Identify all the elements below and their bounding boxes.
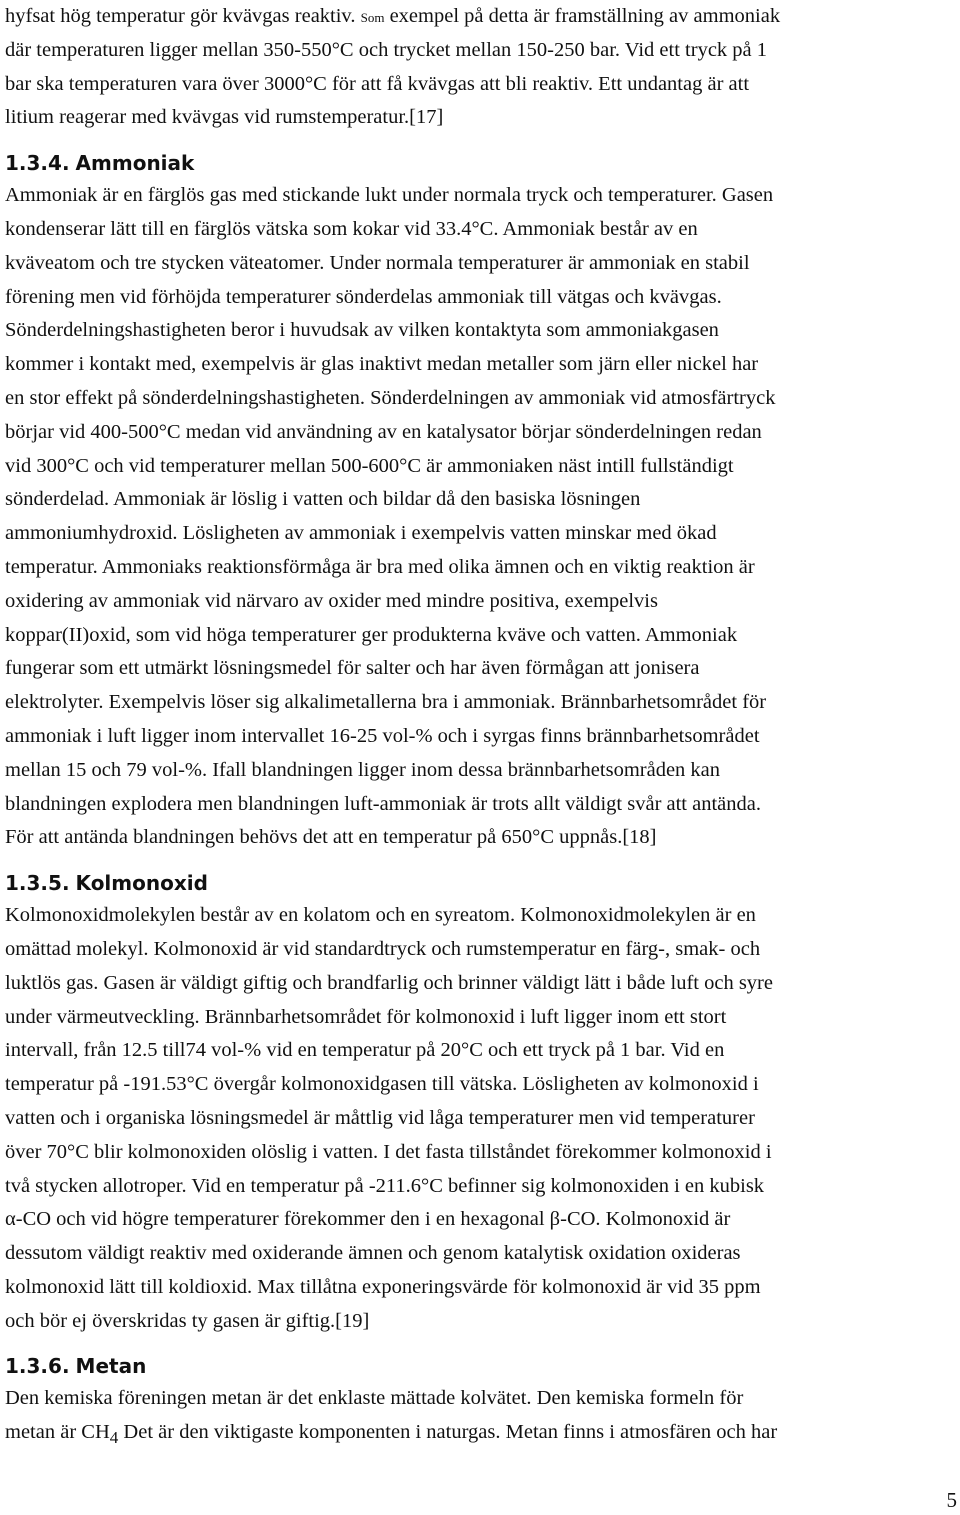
section-number: 1.3.6. <box>5 1354 70 1379</box>
text-line: kväveatom och tre stycken väteatomer. Under normala temperaturer är ammoniak en stabil <box>5 251 750 274</box>
text-line: vatten och i organiska lösningsmedel är måttlig vid låga temperaturer men vid temperaturer <box>5 1106 755 1129</box>
section-title: Kolmonoxid <box>75 871 208 896</box>
text-line: elektrolyter. Exempelvis löser sig alkalimetallerna bra i ammoniak. Brännbarhetsområdet för <box>5 691 767 714</box>
text-line: förening men vid förhöjda temperaturer sönderdelas ammoniak till vätgas och kvävgas. <box>5 285 722 308</box>
text-line: två stycken allotroper. Vid en temperatur på -211.6°C befinner sig kolmonoxiden i en kubisk <box>5 1174 765 1197</box>
text-line: temperatur på -191.53°C övergår kolmonoxidgasen till vätska. Lösligheten av kolmonoxid i <box>5 1073 759 1096</box>
document-page <box>5 0 957 1450</box>
text-line: α-CO och vid högre temperaturer förekommer den i en hexagonal β-CO. Kolmonoxid är <box>5 1208 731 1231</box>
text-line: en stor effekt på sönderdelningshastigheten. Sönderdelningen av ammoniak vid atmosfärtryck <box>5 386 776 409</box>
text-line: över 70°C blir kolmonoxiden olöslig i vatten. I det fasta tillståndet förekommer kolmonoxid i <box>5 1140 772 1163</box>
text-line: kolmonoxid lätt till koldioxid. Max tillåtna exponeringsvärde för kolmonoxid är vid 35 ppm <box>5 1275 761 1298</box>
section-number: 1.3.4. <box>5 151 70 176</box>
text-line <box>5 1416 957 1450</box>
text-line: Ammoniak är en färglös gas med stickande lukt under normala tryck och temperaturer. Gasen <box>5 184 774 207</box>
text-line: under värmeutveckling. Brännbarhetsområdet för kolmonoxid i luft ligger inom ett stort <box>5 1005 727 1028</box>
section-title: Ammoniak <box>75 151 195 176</box>
section-metan <box>5 1350 957 1450</box>
section-heading <box>5 867 957 899</box>
text-line: koppar(II)oxid, som vid höga temperaturer ger produkterna kväve och vatten. Ammoniak <box>5 623 738 646</box>
text-line: där temperaturen ligger mellan 350-550°C och trycket mellan 150-250 bar. Vid ett tryck på 1 <box>5 38 768 61</box>
intro-paragraph <box>5 0 957 135</box>
text-fragment: metan är CH <box>5 1421 110 1444</box>
text-fragment: hyfsat hög temperatur gör kvävgas reaktiv. <box>5 5 356 27</box>
text-line: För att antända blandningen behövs det att en temperatur på 650°C uppnås.[18] <box>5 826 657 849</box>
text-line: kondenserar lätt till en färglös vätska som kokar vid 33.4°C. Ammoniak består av en <box>5 217 698 240</box>
text-line: börjar vid 400-500°C medan vid användning av en katalysator börjar sönderdelningen redan <box>5 420 762 443</box>
text-line: blandningen explodera men blandningen luft-ammoniak är trots allt väldigt svår att antända. <box>5 792 761 815</box>
text-fragment: Det är den viktigaste komponenten i naturgas. Metan finns i atmosfären och har <box>118 1421 778 1444</box>
text-line: litium reagerar med kvävgas vid rumstemperatur.[17] <box>5 106 444 129</box>
text-line: kommer i kontakt med, exempelvis är glas inaktivt medan metaller som järn eller nickel har <box>5 353 759 376</box>
section-heading <box>5 147 957 179</box>
section-heading <box>5 1350 957 1382</box>
subscript: 4 <box>109 1428 119 1448</box>
text-line: mellan 15 och 79 vol-%. Ifall blandningen ligger inom dessa brännbarhetsområden kan <box>5 758 721 781</box>
text-line: vid 300°C och vid temperaturer mellan 500-600°C är ammoniaken näst intill fullständigt <box>5 454 734 477</box>
text-line: dessutom väldigt reaktiv med oxiderande ämnen och genom katalytisk oxidation oxideras <box>5 1242 741 1265</box>
small-text-fragment: Som <box>360 10 385 25</box>
text-line: sönderdelad. Ammoniak är löslig i vatten och bildar då den basiska lösningen <box>5 488 641 511</box>
text-line: bar ska temperaturen vara över 3000°C för att få kvävgas att bli reaktiv. Ett undantag är att <box>5 72 750 95</box>
text-line: oxidering av ammoniak vid närvaro av oxider med mindre positiva, exempelvis <box>5 589 658 612</box>
text-line: ammoniumhydroxid. Lösligheten av ammoniak i exempelvis vatten minskar med ökad <box>5 522 717 545</box>
section-ammoniak <box>5 147 957 855</box>
text-line: fungerar som ett utmärkt lösningsmedel för salter och har även förmågan att jonisera <box>5 657 700 680</box>
text-line: Den kemiska föreningen metan är det enklaste mättade kolvätet. Den kemiska formeln för <box>5 1387 744 1410</box>
text-line: luktlös gas. Gasen är väldigt giftig och brandfarlig och brinner väldigt lätt i både luft och syre <box>5 971 773 994</box>
text-fragment: exempel på detta är framställning av ammoniak <box>389 5 781 27</box>
text-line: och bör ej överskridas ty gasen är giftig.[19] <box>5 1309 370 1332</box>
section-kolmonoxid <box>5 867 957 1338</box>
section-title: Metan <box>75 1354 147 1379</box>
text-line <box>5 0 957 34</box>
text-line: intervall, från 12.5 till74 vol-% vid en temperatur på 20°C och ett tryck på 1 bar. Vid en <box>5 1039 725 1062</box>
page-number: 5 <box>946 1488 957 1512</box>
section-number: 1.3.5. <box>5 871 70 896</box>
text-line: Sönderdelningshastigheten beror i huvudsak av vilken kontaktyta som ammoniakgasen <box>5 319 719 342</box>
text-line: Kolmonoxidmolekylen består av en kolatom och en syreatom. Kolmonoxidmolekylen är en <box>5 904 756 927</box>
text-line: ammoniak i luft ligger inom intervallet 16-25 vol-% och i syrgas finns brännbarhetsområdet <box>5 724 760 747</box>
text-line: temperatur. Ammoniaks reaktionsförmåga är bra med olika ämnen och en viktig reaktion är <box>5 555 755 578</box>
text-line: omättad molekyl. Kolmonoxid är vid standardtryck och rumstemperatur en färg-, smak- och <box>5 937 761 960</box>
